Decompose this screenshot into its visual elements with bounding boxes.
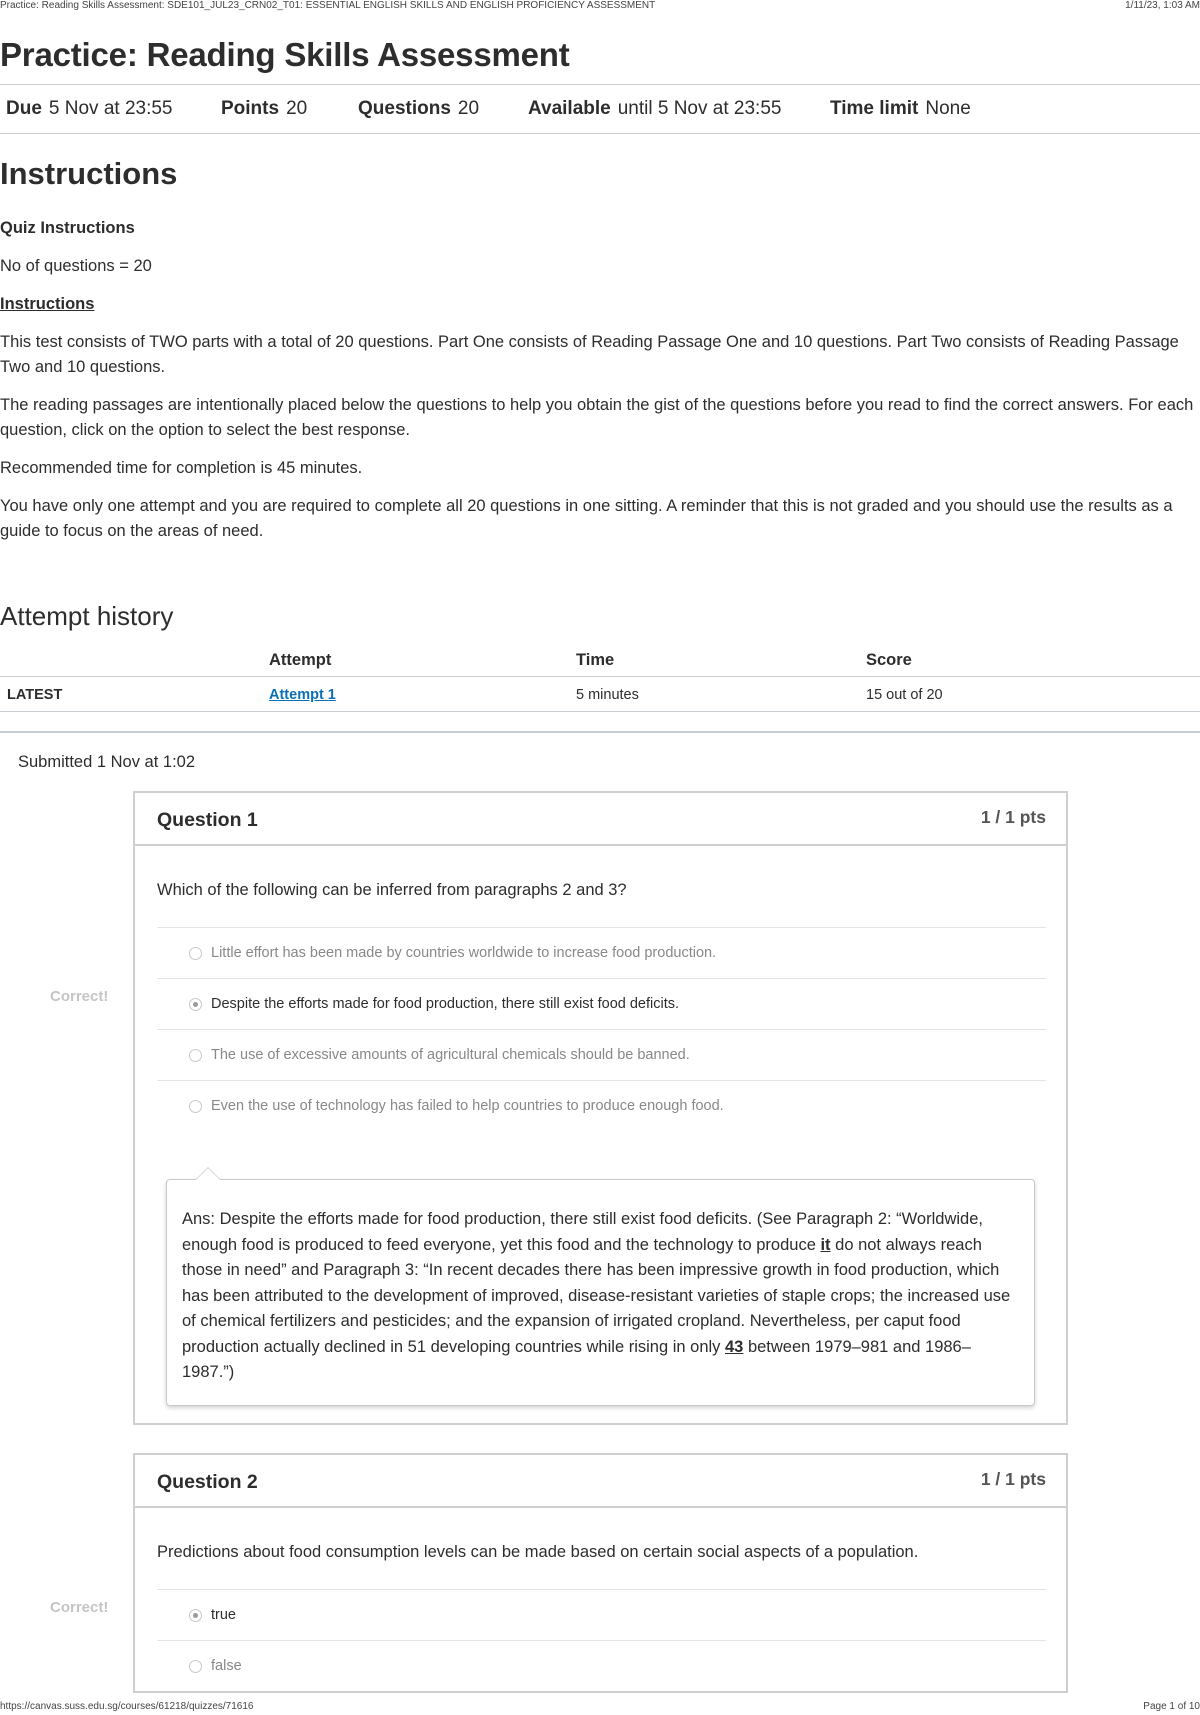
answer-feedback bbox=[166, 1179, 1035, 1406]
instructions-body bbox=[0, 216, 1198, 557]
meta-due bbox=[6, 98, 173, 120]
print-footer-url: https://canvas.suss.edu.sg/courses/61218/quizzes/71616 bbox=[0, 1701, 254, 1712]
answer-label: true bbox=[211, 1607, 236, 1623]
question-text: Predictions about food consumption levels can be made based on certain social aspects of a population. bbox=[157, 1543, 919, 1561]
no-of-questions: No of questions = 20 bbox=[0, 257, 152, 275]
answer-label: Even the use of technology has failed to help countries to produce enough food. bbox=[211, 1098, 724, 1114]
answer-label: The use of excessive amounts of agricultural chemicals should be banned. bbox=[211, 1047, 690, 1063]
column-header-score: Score bbox=[866, 651, 912, 669]
meta-available-label: Available bbox=[528, 98, 611, 119]
answer-option[interactable] bbox=[157, 1029, 1046, 1080]
answer-list bbox=[157, 927, 1046, 1131]
meta-due-value: 5 Nov at 23:55 bbox=[48, 98, 173, 119]
print-header-datetime: 1/11/23, 1:03 AM bbox=[1125, 0, 1200, 11]
meta-due-label: Due bbox=[6, 98, 42, 119]
correct-flag: Correct! bbox=[28, 985, 136, 1009]
question-points: 1 / 1 pts bbox=[980, 807, 1046, 827]
radio-button-checked[interactable] bbox=[189, 998, 202, 1011]
instructions-paragraph: The reading passages are intentionally placed below the questions to help you obtain the gist of the questions before you read to find the correct answers. For each question, click on the option to select the best response. bbox=[0, 396, 1194, 439]
instructions-subheading: Instructions bbox=[0, 295, 95, 313]
answer-option-selected[interactable] bbox=[157, 1589, 1046, 1640]
feedback-text: between 1979–981 and 1986–1987.”) bbox=[182, 1337, 971, 1381]
question-1 bbox=[133, 791, 1068, 1425]
radio-button-checked[interactable] bbox=[189, 1609, 202, 1622]
meta-time-limit-label: Time limit bbox=[830, 98, 919, 119]
radio-button[interactable] bbox=[189, 1049, 202, 1062]
feedback-emphasis: it bbox=[820, 1235, 831, 1254]
answer-option[interactable] bbox=[157, 1080, 1046, 1131]
table-header-row bbox=[0, 643, 1200, 677]
attempt-link[interactable]: Attempt 1 bbox=[269, 687, 336, 703]
attempt-time: 5 minutes bbox=[576, 687, 639, 703]
latest-tag: LATEST bbox=[7, 687, 63, 703]
quiz-instructions-label: Quiz Instructions bbox=[0, 219, 135, 237]
question-header bbox=[135, 1455, 1066, 1508]
radio-button[interactable] bbox=[189, 947, 202, 960]
attempt-history-heading: Attempt history bbox=[0, 601, 174, 631]
answer-list bbox=[157, 1589, 1046, 1691]
meta-available bbox=[528, 98, 781, 120]
feedback-emphasis: 43 bbox=[725, 1337, 744, 1356]
submitted-timestamp: Submitted 1 Nov at 1:02 bbox=[18, 753, 196, 771]
question-title: Question 2 bbox=[157, 1471, 258, 1493]
instructions-paragraph: You have only one attempt and you are required to complete all 20 questions in one sitting. A reminder that this is not graded and you should use the results as a guide to focus on the areas of need. bbox=[0, 497, 1173, 540]
feedback-text: do not always reach those in need” and Paragraph 3: “In recent decades there has been impressive growth in food production, which has been attributed to the development of improved, disease-resistant varieties of staple crops; the increased use of chemical fertilizers and pesticides; and the expansion of irrigated cropland. Nevertheless, per caput food production actually declined in 51 developing countries while rising in only bbox=[182, 1235, 1011, 1356]
answer-option-selected[interactable] bbox=[157, 978, 1046, 1029]
attempt-history-table bbox=[0, 643, 1200, 712]
meta-questions-label: Questions bbox=[358, 98, 451, 119]
meta-questions-value: 20 bbox=[457, 98, 480, 119]
meta-time-limit-value: None bbox=[925, 98, 971, 119]
instructions-paragraph: Recommended time for completion is 45 minutes. bbox=[0, 459, 363, 477]
instructions-paragraph: This test consists of TWO parts with a total of 20 questions. Part One consists of Reading Passage One and 10 questions. Part Two consists of Reading Passage Two and 10 questions. bbox=[0, 333, 1179, 376]
question-2 bbox=[133, 1453, 1068, 1693]
print-header bbox=[0, 0, 1200, 14]
meta-points-label: Points bbox=[221, 98, 280, 119]
attempt-score: 15 out of 20 bbox=[866, 687, 943, 703]
question-points: 1 / 1 pts bbox=[980, 1469, 1046, 1489]
radio-button[interactable] bbox=[189, 1660, 202, 1673]
meta-points bbox=[221, 98, 307, 120]
print-footer bbox=[0, 1701, 1200, 1715]
meta-points-value: 20 bbox=[286, 98, 308, 119]
answer-label: Little effort has been made by countries worldwide to increase food production. bbox=[211, 945, 717, 961]
print-footer-page: Page 1 of 10 bbox=[1143, 1701, 1200, 1712]
meta-time-limit bbox=[830, 98, 971, 120]
quiz-meta-bar bbox=[0, 84, 1200, 134]
correct-flag: Correct! bbox=[28, 1596, 136, 1620]
feedback-text: Ans: Despite the efforts made for food production, there still exist food deficits. (See Paragraph 2: “Worldwide, enough food is produced to feed everyone, yet this food and the technology to produce bbox=[182, 1210, 983, 1254]
question-text: Which of the following can be inferred from paragraphs 2 and 3? bbox=[157, 881, 627, 899]
radio-button[interactable] bbox=[189, 1100, 202, 1113]
meta-available-value: until 5 Nov at 23:55 bbox=[617, 98, 782, 119]
column-header-attempt: Attempt bbox=[269, 651, 332, 669]
print-header-title: Practice: Reading Skills Assessment: SDE101_JUL23_CRN02_T01: ESSENTIAL ENGLISH SKILLS AND ENGLISH PROFICIENCY ASSESSMENT bbox=[0, 0, 656, 11]
answer-option[interactable] bbox=[157, 927, 1046, 978]
question-header bbox=[135, 793, 1066, 846]
instructions-heading: Instructions bbox=[0, 156, 178, 191]
answer-option[interactable] bbox=[157, 1640, 1046, 1691]
question-title: Question 1 bbox=[157, 809, 258, 831]
meta-questions bbox=[358, 98, 479, 120]
page-title: Practice: Reading Skills Assessment bbox=[0, 36, 570, 73]
table-row bbox=[0, 677, 1200, 712]
divider bbox=[0, 731, 1200, 733]
answer-label: Despite the efforts made for food production, there still exist food deficits. bbox=[211, 996, 680, 1012]
column-header-time: Time bbox=[576, 651, 615, 669]
answer-label: false bbox=[211, 1658, 242, 1674]
